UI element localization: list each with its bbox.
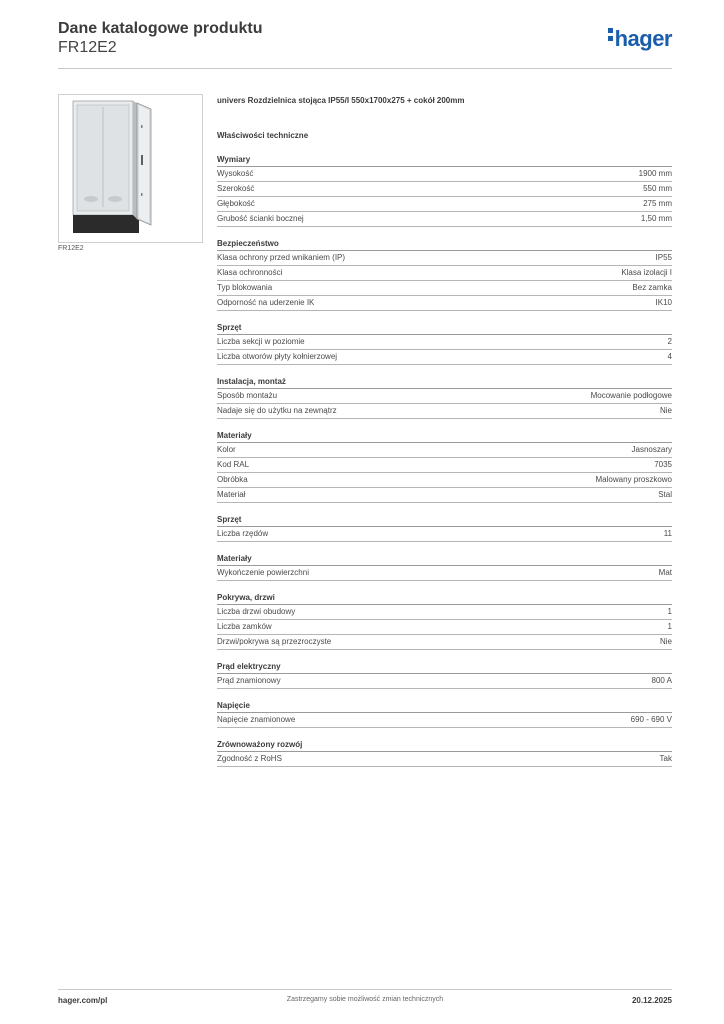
page-header xyxy=(58,20,672,70)
spec-value: Bez zamka xyxy=(632,283,672,292)
spec-value: Mat xyxy=(658,568,672,577)
spec-row xyxy=(217,296,672,311)
spec-row xyxy=(217,713,672,728)
spec-row xyxy=(217,212,672,227)
spec-section-installation xyxy=(217,376,672,419)
spec-label: Kolor xyxy=(217,445,236,454)
spec-row xyxy=(217,335,672,350)
spec-value: 1900 mm xyxy=(638,169,672,178)
spec-value: Malowany proszkowo xyxy=(595,475,672,484)
spec-value: 4 xyxy=(667,352,672,361)
spec-row xyxy=(217,473,672,488)
spec-value: 275 mm xyxy=(643,199,672,208)
spec-section-sustainability xyxy=(217,739,672,767)
spec-section-materials xyxy=(217,430,672,503)
spec-label: Odporność na uderzenie IK xyxy=(217,298,315,307)
section-title: Instalacja, montaż xyxy=(217,376,672,389)
spec-label: Drzwi/pokrywa są przezroczyste xyxy=(217,637,332,646)
spec-label: Liczba sekcji w poziomie xyxy=(217,337,305,346)
spec-row xyxy=(217,527,672,542)
spec-value: 1 xyxy=(667,607,672,616)
spec-row xyxy=(217,281,672,296)
footer-url-link[interactable]: hager.com/pl xyxy=(58,996,108,1005)
spec-label: Wysokość xyxy=(217,169,254,178)
spec-row xyxy=(217,620,672,635)
spec-row xyxy=(217,488,672,503)
spec-value: Mocowanie podłogowe xyxy=(590,391,672,400)
spec-value: Jasnoszary xyxy=(631,445,672,454)
spec-value: IK10 xyxy=(655,298,672,307)
spec-label: Napięcie znamionowe xyxy=(217,715,296,724)
spec-label: Typ blokowania xyxy=(217,283,273,292)
spec-label: Grubość ścianki bocznej xyxy=(217,214,304,223)
logo-text: hager xyxy=(614,26,672,51)
spec-row xyxy=(217,251,672,266)
spec-value: Klasa izolacji I xyxy=(621,268,672,277)
spec-row xyxy=(217,266,672,281)
spec-label: Zgodność z RoHS xyxy=(217,754,282,763)
spec-row xyxy=(217,350,672,365)
image-caption: FR12E2 xyxy=(58,245,84,252)
spec-label: Głębokość xyxy=(217,199,255,208)
spec-row xyxy=(217,752,672,767)
spec-label: Szerokość xyxy=(217,184,255,193)
spec-row xyxy=(217,674,672,689)
page-footer xyxy=(58,996,672,1010)
spec-label: Obróbka xyxy=(217,475,248,484)
spec-value: Stal xyxy=(658,490,672,499)
section-title: Materiały xyxy=(217,553,672,566)
spec-row xyxy=(217,389,672,404)
spec-value: Nie xyxy=(659,406,672,415)
header-divider xyxy=(58,68,672,69)
spec-label: Wykończenie powierzchni xyxy=(217,568,309,577)
spec-value: 11 xyxy=(663,529,672,538)
spec-value: 690 - 690 V xyxy=(630,715,672,724)
spec-label: Liczba rzędów xyxy=(217,529,269,538)
section-title: Sprzęt xyxy=(217,514,672,527)
spec-label: Liczba drzwi obudowy xyxy=(217,607,296,616)
spec-value: Tak xyxy=(659,754,672,763)
spec-row xyxy=(217,605,672,620)
spec-value: 7035 xyxy=(654,460,672,469)
spec-label: Sposób montażu xyxy=(217,391,278,400)
spec-section-dimensions xyxy=(217,154,672,227)
spec-row xyxy=(217,182,672,197)
hager-logo xyxy=(608,26,672,52)
spec-value: 800 A xyxy=(651,676,672,685)
spec-row xyxy=(217,458,672,473)
footer-date: 20.12.2025 xyxy=(631,996,672,1005)
spec-row xyxy=(217,443,672,458)
spec-value: 1,50 mm xyxy=(640,214,672,223)
spec-section-safety xyxy=(217,238,672,311)
section-title: Materiały xyxy=(217,430,672,443)
section-title: Zrównoważony rozwój xyxy=(217,739,672,752)
spec-value: 550 mm xyxy=(643,184,672,193)
spec-label: Prąd znamionowy xyxy=(217,676,281,685)
spec-value: 1 xyxy=(667,622,672,631)
section-title: Prąd elektryczny xyxy=(217,661,672,674)
spec-section-voltage xyxy=(217,700,672,728)
spec-label: Klasa ochronności xyxy=(217,268,283,277)
spec-section-hardware xyxy=(217,322,672,365)
tech-properties-heading: Właściwości techniczne xyxy=(217,131,309,140)
spec-section-current xyxy=(217,661,672,689)
spec-value: IP55 xyxy=(655,253,672,262)
product-description: univers Rozdzielnica stojąca IP55/I 550x1700x275 + cokół 200mm xyxy=(217,96,465,105)
spec-section-materials-2 xyxy=(217,553,672,581)
spec-label: Klasa ochrony przed wnikaniem (IP) xyxy=(217,253,346,262)
logo-dots-icon xyxy=(608,25,613,44)
section-title: Sprzęt xyxy=(217,322,672,335)
spec-label: Liczba zamków xyxy=(217,622,272,631)
spec-row xyxy=(217,197,672,212)
spec-value: Nie xyxy=(659,637,672,646)
footer-divider xyxy=(58,989,672,990)
section-title: Bezpieczeństwo xyxy=(217,238,672,251)
section-title: Napięcie xyxy=(217,700,672,713)
spec-row xyxy=(217,404,672,419)
page-title: Dane katalogowe produktu xyxy=(58,20,263,37)
spec-label: Nadaje się do użytku na zewnątrz xyxy=(217,406,337,415)
spec-content xyxy=(217,96,672,778)
section-title: Pokrywa, drzwi xyxy=(217,592,672,605)
cabinet-image-icon xyxy=(59,95,202,242)
spec-label: Liczba otworów płyty kołnierzowej xyxy=(217,352,338,361)
spec-row xyxy=(217,566,672,581)
spec-value: 2 xyxy=(667,337,672,346)
section-title: Wymiary xyxy=(217,154,672,167)
product-image xyxy=(58,94,203,243)
spec-label: Kod RAL xyxy=(217,460,250,469)
footer-notice: Zastrzegamy sobie możliwość zmian technicznych xyxy=(286,996,444,1003)
spec-row xyxy=(217,167,672,182)
spec-section-hardware-2 xyxy=(217,514,672,542)
spec-section-cover-doors xyxy=(217,592,672,650)
spec-row xyxy=(217,635,672,650)
spec-label: Materiał xyxy=(217,490,246,499)
product-code: FR12E2 xyxy=(58,39,117,56)
